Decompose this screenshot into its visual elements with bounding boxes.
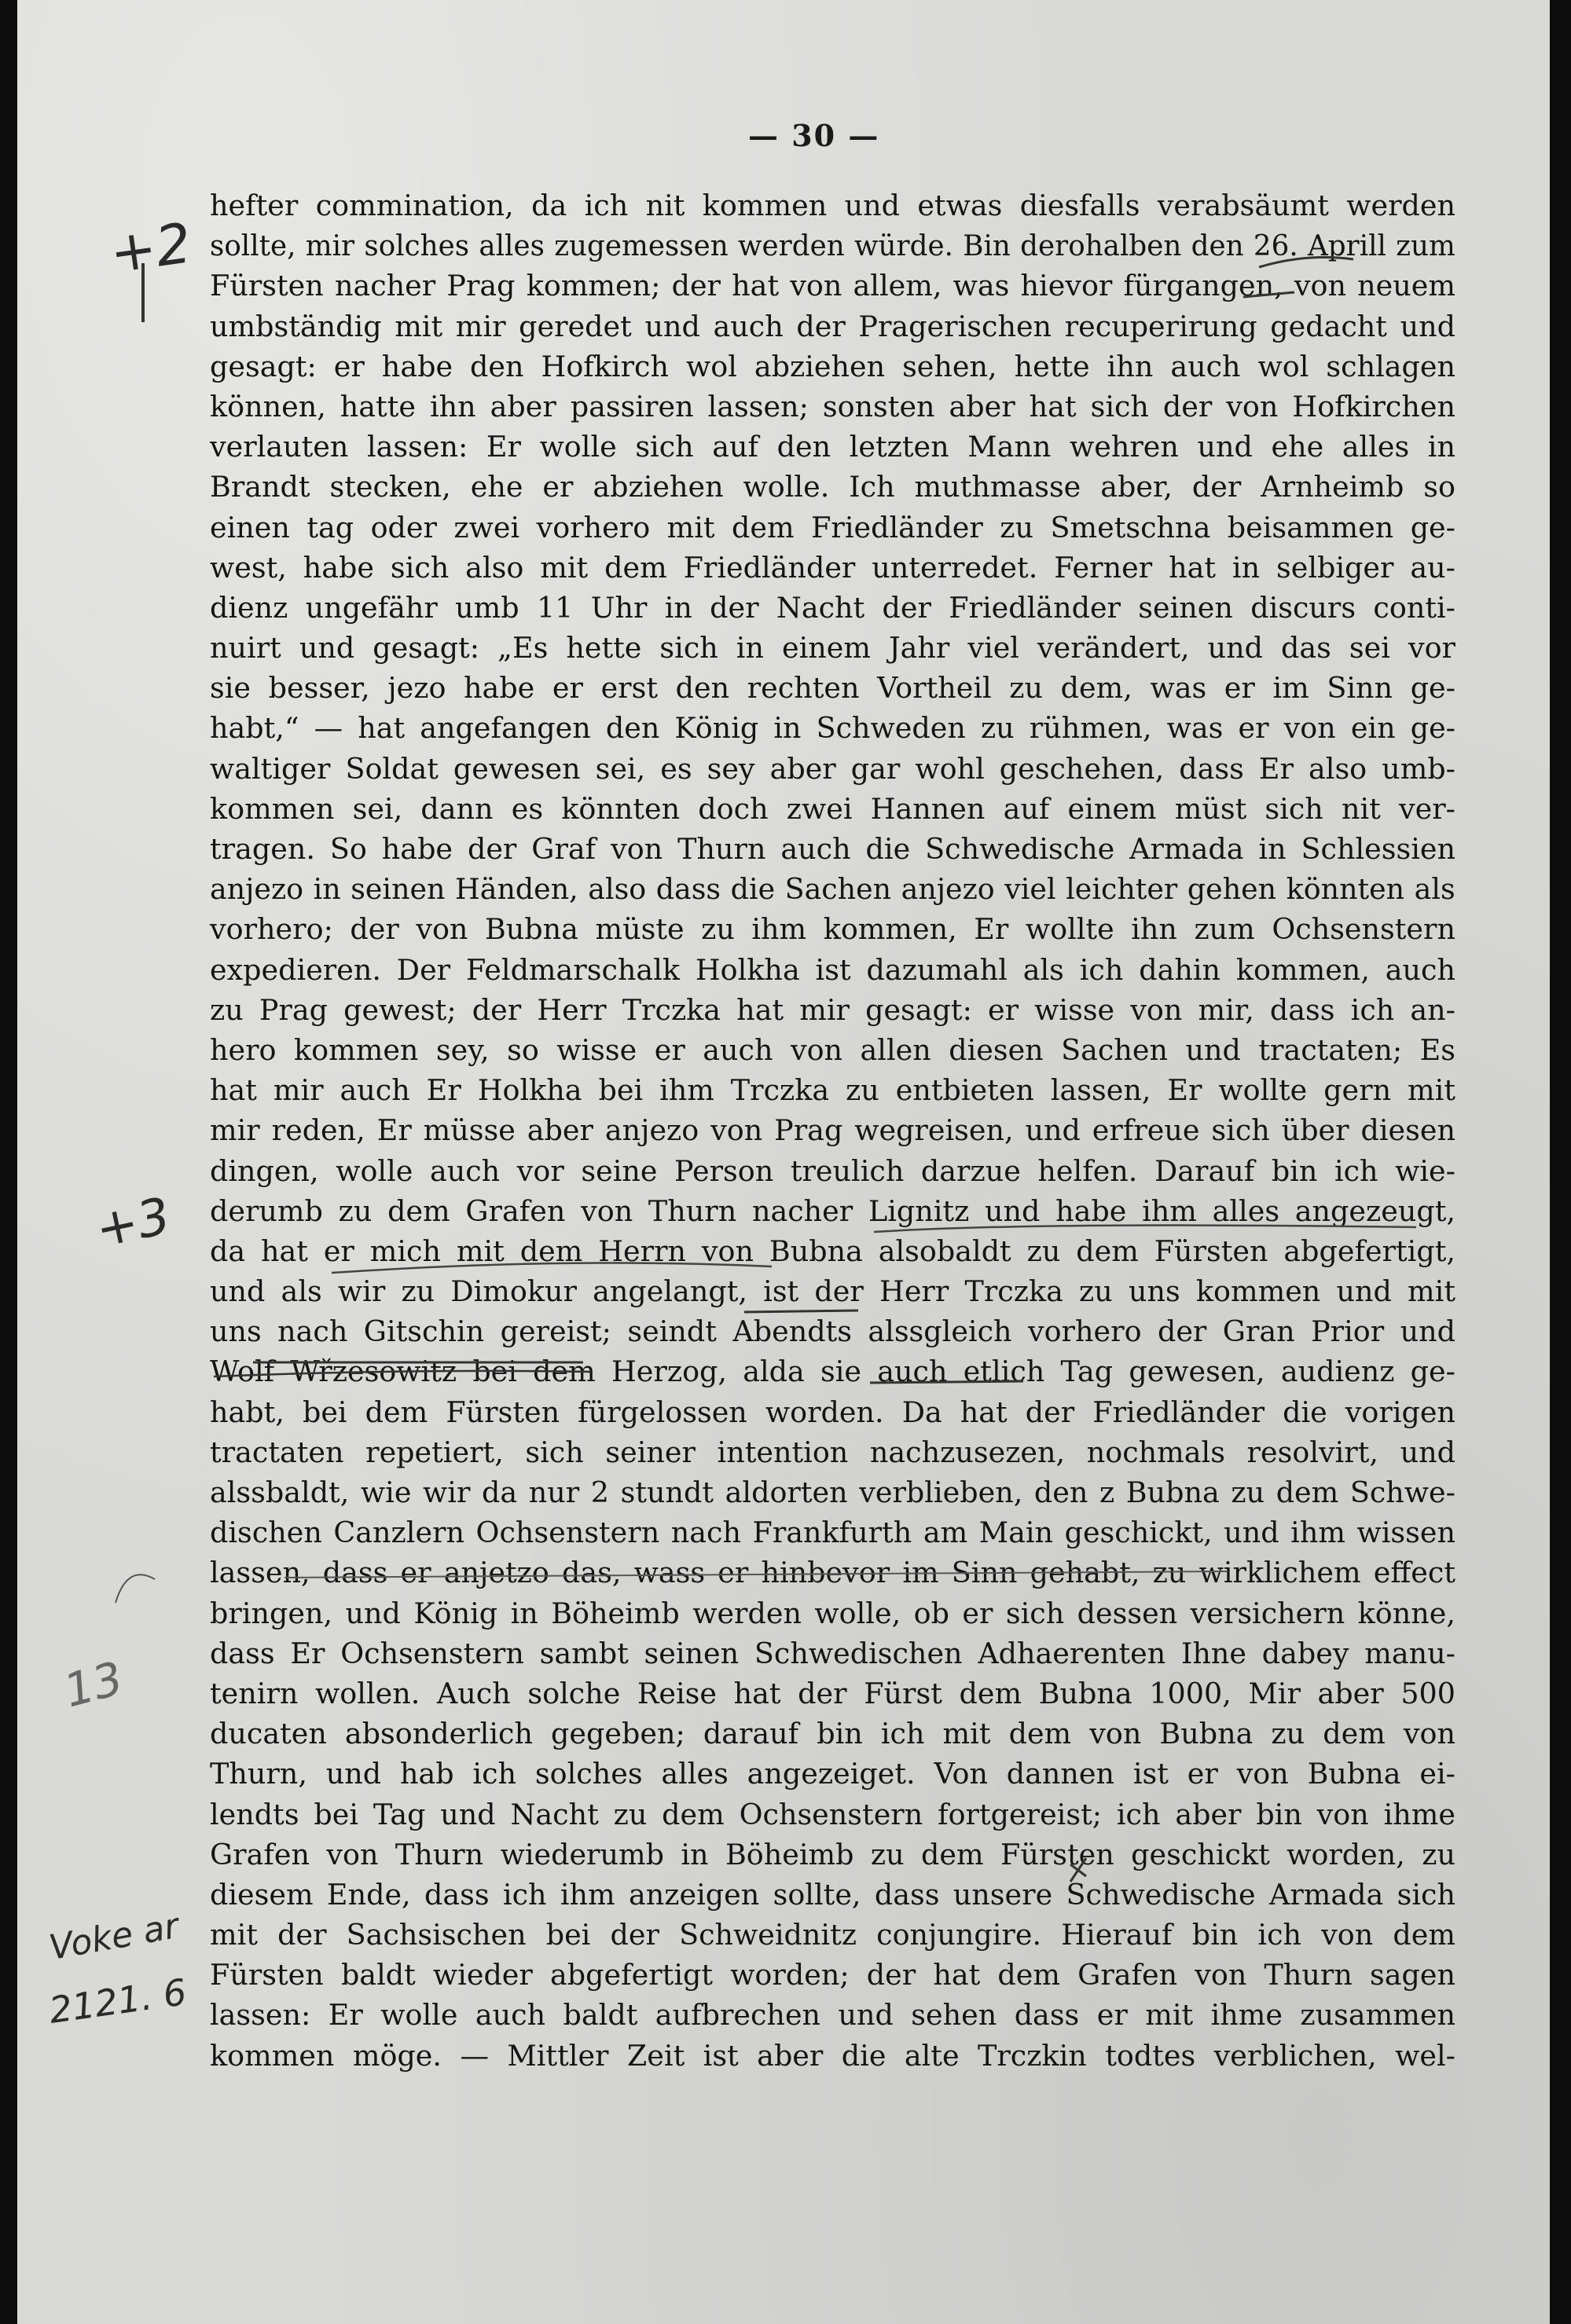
text-line: können, hatte ihn aber passiren lassen; sonsten aber hat sich der von Hofkirchen: [210, 389, 1455, 423]
text-line: kommen möge. — Mittler Zeit ist aber die alte Trczkin todtes verblichen, wel-: [210, 2038, 1455, 2073]
text-line: kommen sei, dann es könnten doch zwei Hannen auf einem müst sich nit ver-: [210, 791, 1455, 826]
text-line: dass Er Ochsenstern sambt seinen Schwedischen Adhaerenten Ihne dabey manu-: [210, 1636, 1455, 1670]
text-line: dingen, wolle auch vor seine Person treulich darzue helfen. Darauf bin ich wie-: [210, 1153, 1455, 1188]
text-line: und als wir zu Dimokur angelangt, ist der Herr Trczka zu uns kommen und mit: [210, 1274, 1455, 1309]
text-line: habt, bei dem Fürsten fürgelossen worden. Da hat der Friedländer die vorigen: [210, 1395, 1455, 1429]
text-line: waltiger Soldat gewesen sei, es sey aber gar wohl geschehen, dass Er also umb-: [210, 751, 1455, 786]
text-line: einen tag oder zwei vorhero mit dem Friedländer zu Smetschna beisammen ge-: [210, 510, 1455, 544]
text-line: derumb zu dem Grafen von Thurn nacher Lignitz und habe ihm alles angezeugt,: [210, 1193, 1455, 1228]
text-line: Brandt stecken, ehe er abziehen wolle. Ich muthmasse aber, der Arnheimb so: [210, 470, 1455, 504]
margin-note-bottom-b: 2121. 6: [46, 1970, 189, 2032]
text-line: expedieren. Der Feldmarschalk Holkha ist dazumahl als ich dahin kommen, auch: [210, 952, 1455, 987]
text-line: gesagt: er habe den Hofkirch wol abziehen sehen, hette ihn auch wol schlagen: [210, 349, 1455, 383]
text-line: uns nach Gitschin gereist; seindt Abendts alssgleich vorhero der Gran Prior und: [210, 1314, 1455, 1349]
text-line: nuirt und gesagt: „Es hette sich in einem Jahr viel verändert, und das sei vor: [210, 631, 1455, 665]
body-text: [210, 185, 1455, 2076]
text-line: zu Prag gewest; der Herr Trczka hat mir gesagt: er wisse von mir, dass ich an-: [210, 992, 1455, 1027]
text-line: mir reden, Er müsse aber anjezo von Prag wegreisen, und erfreue sich über diesen: [210, 1113, 1455, 1148]
text-line: alssbaldt, wie wir da nur 2 stundt aldorten verblieben, den z Bubna zu dem Schwe-: [210, 1475, 1455, 1509]
text-line: tenirn wollen. Auch solche Reise hat der Fürst dem Bubna 1000, Mir aber 500: [210, 1676, 1455, 1710]
text-line: lassen, dass er anjetzo das, wass er hinbevor im Sinn gehabt, zu wirklichem effect: [210, 1556, 1455, 1590]
text-line: Fürsten nacher Prag kommen; der hat von allem, was hievor fürgangen, von neuem: [210, 269, 1455, 303]
text-line: hat mir auch Er Holkha bei ihm Trczka zu entbieten lassen, Er wollte gern mit: [210, 1073, 1455, 1108]
text-line: verlauten lassen: Er wolle sich auf den letzten Mann wehren und ehe alles in: [210, 430, 1455, 464]
text-line: Thurn, und hab ich solches alles angezeiget. Von dannen ist er von Bubna ei-: [210, 1757, 1455, 1791]
text-line: lassen: Er wolle auch baldt aufbrechen und sehen dass er mit ihme zusammen: [210, 1998, 1455, 2033]
text-line: dischen Canzlern Ochsenstern nach Frankfurth am Main geschickt, und ihm wissen: [210, 1516, 1455, 1550]
text-line: mit der Sachsischen bei der Schweidnitz conjungire. Hierauf bin ich von dem: [210, 1918, 1455, 1952]
text-line: habt,“ — hat angefangen den König in Schweden zu rühmen, was er von ein ge-: [210, 711, 1455, 746]
margin-note-middle: +3: [90, 1187, 176, 1259]
text-line: Fürsten baldt wieder abgefertigt worden; der hat dem Grafen von Thurn sagen: [210, 1958, 1455, 1992]
text-line: sie besser, jezo habe er erst den rechten Vortheil zu dem, was er im Sinn ge-: [210, 671, 1455, 706]
document-page: [17, 0, 1550, 2324]
text-line: ducaten absonderlich gegeben; darauf bin ich mit dem von Bubna zu dem von: [210, 1717, 1455, 1751]
text-line: anjezo in seinen Händen, also dass die Sachen anjezo viel leichter gehen könnten als: [210, 872, 1455, 907]
text-line: hero kommen sey, so wisse er auch von allen diesen Sachen und tractaten; Es: [210, 1032, 1455, 1067]
text-line: da hat er mich mit dem Herrn von Bubna alsobaldt zu dem Fürsten abgefertigt,: [210, 1233, 1455, 1268]
text-line: tractaten repetiert, sich seiner intention nachzusezen, nochmals resolvirt, und: [210, 1435, 1455, 1469]
text-line: umbständig mit mir geredet und auch der Pragerischen recuperirung gedacht und: [210, 309, 1455, 343]
text-line: Wolf Wřzesowitz bei dem Herzog, alda sie auch etlich Tag gewesen, audienz ge-: [210, 1354, 1455, 1389]
text-line: hefter commination, da ich nit kommen und etwas diesfalls verabsäumt werden: [210, 189, 1455, 222]
text-line: bringen, und König in Böheimb werden wolle, ob er sich dessen versichern könne,: [210, 1596, 1455, 1630]
margin-note-bottom-a: Voke ar: [46, 1905, 182, 1969]
text-line: lendts bei Tag und Nacht zu dem Ochsenstern fortgereist; ich aber bin von ihme: [210, 1797, 1455, 1831]
text-line: vorhero; der von Bubna müste zu ihm kommen, Er wollte ihn zum Ochsenstern: [210, 912, 1455, 947]
text-line: Grafen von Thurn wiederumb in Böheimb zu dem Fürsten geschickt worden, zu: [210, 1837, 1455, 1871]
text-line: diesem Ende, dass ich ihm anzeigen sollte, dass unsere Schwedische Armada sich: [210, 1877, 1455, 1912]
margin-note-top: +2: [105, 211, 196, 286]
text-line: west, habe sich also mit dem Friedländer unterredet. Ferner hat in selbiger au-: [210, 550, 1455, 585]
text-line: dienz ungefähr umb 11 Uhr in der Nacht der Friedländer seinen discurs conti-: [210, 590, 1455, 625]
text-line: tragen. So habe der Graf von Thurn auch die Schwedische Armada in Schlessien: [210, 832, 1455, 866]
text-line: sollte, mir solches alles zugemessen werden würde. Bin derohalben den 26. Aprill zum: [210, 229, 1455, 263]
margin-note-lower: 13: [58, 1651, 129, 1718]
page-number: — 30 —: [748, 118, 880, 153]
